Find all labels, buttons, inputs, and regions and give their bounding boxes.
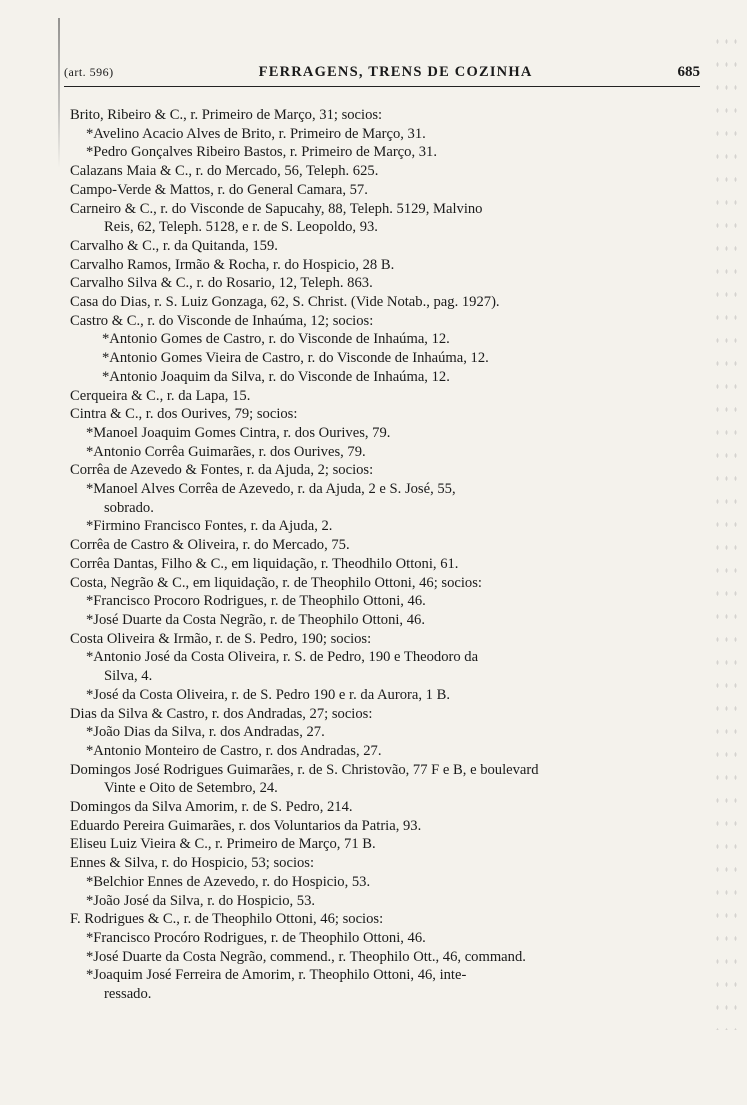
firm-entry: Costa Oliveira & Irmão, r. de S. Pedro, 190; socios:	[70, 630, 372, 647]
partner-entry: *José Duarte da Costa Negrão, r. de Theophilo Ottoni, 46.	[86, 611, 425, 628]
partner-entry: *Francisco Procoro Rodrigues, r. de Theophilo Ottoni, 46.	[86, 593, 426, 610]
firm-entry: Dias da Silva & Castro, r. dos Andradas, 27; socios:	[70, 705, 373, 722]
firm-entry: Cintra & C., r. dos Ourives, 79; socios:	[70, 406, 298, 423]
partner-entry: *Antonio Corrêa Guimarães, r. dos Ourives, 79.	[86, 443, 366, 460]
firm-entry: Costa, Negrão & C., em liquidação, r. de Theophilo Ottoni, 46; socios:	[70, 574, 482, 591]
partner-entry: *Firmino Francisco Fontes, r. da Ajuda, 2.	[86, 518, 333, 535]
firm-entry: Carvalho Ramos, Irmão & Rocha, r. do Hospicio, 28 B.	[70, 256, 395, 273]
partner-entry: *Antonio Joaquim da Silva, r. do Visconde de Inhaúma, 12.	[102, 368, 450, 385]
partner-entry: *José da Costa Oliveira, r. de S. Pedro 190 e r. da Aurora, 1 B.	[86, 686, 450, 703]
entry-continuation: sobrado.	[104, 499, 154, 516]
partner-entry: *Francisco Procóro Rodrigues, r. de Theophilo Ottoni, 46.	[86, 929, 426, 946]
firm-entry: Carvalho & C., r. da Quitanda, 159.	[70, 237, 278, 254]
partner-entry: *José Duarte da Costa Negrão, commend., r. Theophilo Ott., 46, command.	[86, 948, 526, 965]
partner-entry: *Joaquim José Ferreira de Amorim, r. Theophilo Ottoni, 46, inte-	[86, 967, 467, 984]
entry-continuation: ressado.	[104, 986, 152, 1003]
firm-entry: Calazans Maia & C., r. do Mercado, 56, Teleph. 625.	[70, 163, 379, 180]
directory-listing	[64, 106, 706, 1004]
firm-entry: Corrêa de Castro & Oliveira, r. do Mercado, 75.	[70, 537, 350, 554]
firm-entry: Casa do Dias, r. S. Luiz Gonzaga, 62, S. Christ. (Vide Notab., pag. 1927).	[70, 294, 500, 311]
article-reference: (art. 596)	[64, 65, 114, 79]
partner-entry: *Pedro Gonçalves Ribeiro Bastos, r. Primeiro de Março, 31.	[86, 144, 437, 161]
firm-entry: Domingos José Rodrigues Guimarães, r. de S. Christovão, 77 F e B, e boulevard	[70, 761, 539, 778]
partner-entry: *Manoel Alves Corrêa de Azevedo, r. da Ajuda, 2 e S. José, 55,	[86, 481, 456, 498]
partner-entry: *João José da Silva, r. do Hospicio, 53.	[86, 892, 316, 909]
firm-entry: Corrêa de Azevedo & Fontes, r. da Ajuda, 2; socios:	[70, 462, 374, 479]
firm-entry: Carvalho Silva & C., r. do Rosario, 12, Teleph. 863.	[70, 275, 373, 292]
page-number: 685	[677, 64, 700, 80]
scan-noise	[713, 30, 741, 1030]
partner-entry: *Antonio Gomes Vieira de Castro, r. do Visconde de Inhaúma, 12.	[102, 350, 489, 367]
page-header	[64, 64, 700, 87]
entry-continuation: Reis, 62, Teleph. 5128, e r. de S. Leopoldo, 93.	[104, 219, 378, 236]
partner-entry: *João Dias da Silva, r. dos Andradas, 27.	[86, 724, 325, 741]
partner-entry: *Avelino Acacio Alves de Brito, r. Primeiro de Março, 31.	[86, 125, 426, 142]
partner-entry: *Antonio Gomes de Castro, r. do Visconde de Inhaúma, 12.	[102, 331, 450, 348]
firm-entry: Eduardo Pereira Guimarães, r. dos Voluntarios da Patria, 93.	[70, 817, 422, 834]
firm-entry: Campo-Verde & Mattos, r. do General Camara, 57.	[70, 181, 368, 198]
firm-entry: F. Rodrigues & C., r. de Theophilo Ottoni, 46; socios:	[70, 911, 384, 928]
firm-entry: Corrêa Dantas, Filho & C., em liquidação, r. Theodhilo Ottoni, 61.	[70, 555, 459, 572]
partner-entry: *Antonio José da Costa Oliveira, r. S. de Pedro, 190 e Theodoro da	[86, 649, 479, 666]
entry-continuation: Silva, 4.	[104, 668, 153, 685]
firm-entry: Brito, Ribeiro & C., r. Primeiro de Março, 31; socios:	[70, 107, 383, 123]
firm-entry: Cerqueira & C., r. da Lapa, 15.	[70, 387, 251, 404]
partner-entry: *Belchior Ennes de Azevedo, r. do Hospicio, 53.	[86, 873, 371, 890]
partner-entry: *Antonio Monteiro de Castro, r. dos Andradas, 27.	[86, 742, 382, 759]
entry-continuation: Vinte e Oito de Setembro, 24.	[104, 780, 278, 797]
firm-entry: Ennes & Silva, r. do Hospicio, 53; socios:	[70, 855, 315, 872]
firm-entry: Domingos da Silva Amorim, r. de S. Pedro, 214.	[70, 799, 353, 816]
page-title: FERRAGENS, TRENS DE COZINHA	[258, 64, 533, 80]
firm-entry: Castro & C., r. do Visconde de Inhaúma, 12; socios:	[70, 312, 374, 329]
scan-artifact	[58, 18, 60, 168]
firm-entry: Eliseu Luiz Vieira & C., r. Primeiro de Março, 71 B.	[70, 836, 376, 853]
firm-entry: Carneiro & C., r. do Visconde de Sapucahy, 88, Teleph. 5129, Malvino	[70, 200, 483, 217]
partner-entry: *Manoel Joaquim Gomes Cintra, r. dos Ourives, 79.	[86, 424, 391, 441]
